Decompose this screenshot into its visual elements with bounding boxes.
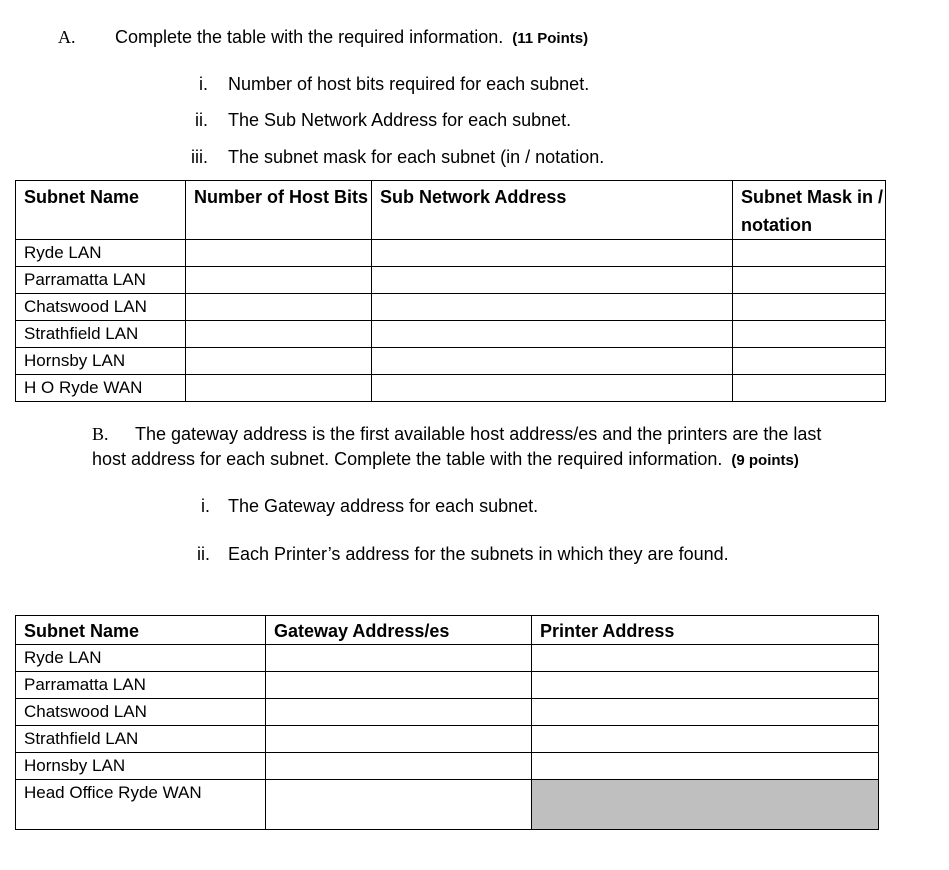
table-a-row-1-mask[interactable]	[733, 240, 886, 267]
section-a-item-3-text: The subnet mask for each subnet (in / notation.	[228, 147, 605, 167]
table-b-row-3-name: Chatswood LAN	[16, 699, 266, 726]
table-b-row-4-printer[interactable]	[532, 726, 879, 753]
table-a-row-5-host-bits[interactable]	[186, 348, 372, 375]
table-b-row-1-printer[interactable]	[532, 645, 879, 672]
table-a-header-host-bits: Number of Host Bits	[186, 181, 372, 240]
section-a-item-2-text: The Sub Network Address for each subnet.	[228, 110, 572, 130]
subnet-table-a	[15, 180, 886, 402]
section-b-line-2-text: host address for each subnet. Complete the table with the required information.	[92, 449, 723, 469]
table-row	[16, 753, 879, 780]
table-b-header-subnet-name: Subnet Name	[16, 616, 266, 645]
table-b-row-2-name: Parramatta LAN	[16, 672, 266, 699]
table-a-row-1-sub-network[interactable]	[372, 240, 733, 267]
table-b-row-5-name: Hornsby LAN	[16, 753, 266, 780]
table-b-row-3-gateway[interactable]	[266, 699, 532, 726]
table-a-row-2-host-bits[interactable]	[186, 267, 372, 294]
section-a-letter: A.	[58, 27, 76, 47]
table-a-row-5-mask[interactable]	[733, 348, 886, 375]
table-row	[16, 780, 879, 830]
table-a-row-2-name: Parramatta LAN	[16, 267, 186, 294]
table-row	[16, 240, 886, 267]
table-a-row-1-name: Ryde LAN	[16, 240, 186, 267]
table-a-row-6-sub-network[interactable]	[372, 375, 733, 402]
table-b-row-5-printer[interactable]	[532, 753, 879, 780]
table-row	[16, 348, 886, 375]
table-a-row-3-name: Chatswood LAN	[16, 294, 186, 321]
table-b-header-gateway: Gateway Address/es	[266, 616, 532, 645]
table-a-row-5-sub-network[interactable]	[372, 348, 733, 375]
table-a-header-subnet-mask: Subnet Mask in / notation	[733, 181, 886, 240]
table-a-row-4-name: Strathfield LAN	[16, 321, 186, 348]
table-a-row-6-host-bits[interactable]	[186, 375, 372, 402]
section-b-item-2-text: Each Printer’s address for the subnets in which they are found.	[228, 544, 729, 564]
table-a-row-1-host-bits[interactable]	[186, 240, 372, 267]
table-a-header-sub-network-address: Sub Network Address	[372, 181, 733, 240]
section-b-item-1-text: The Gateway address for each subnet.	[228, 496, 539, 516]
table-b-row-4-name: Strathfield LAN	[16, 726, 266, 753]
table-b-row-3-printer[interactable]	[532, 699, 879, 726]
table-b-row-1-gateway[interactable]	[266, 645, 532, 672]
table-row	[16, 726, 879, 753]
section-a-instruction-text: Complete the table with the required information.	[115, 27, 504, 47]
table-b-row-6-gateway[interactable]	[266, 780, 532, 830]
table-row	[16, 375, 886, 402]
table-b-row-1-name: Ryde LAN	[16, 645, 266, 672]
section-b-item-1-num: i.	[201, 496, 210, 516]
section-a-item-1-text: Number of host bits required for each subnet.	[228, 74, 590, 94]
table-row	[16, 645, 879, 672]
table-b-row-5-gateway[interactable]	[266, 753, 532, 780]
section-b-item-2-num: ii.	[197, 544, 210, 564]
table-a-row-6-mask[interactable]	[733, 375, 886, 402]
section-b-letter: B.	[92, 424, 109, 444]
table-row	[16, 267, 886, 294]
table-a-row-5-name: Hornsby LAN	[16, 348, 186, 375]
section-a-item-3-num: iii.	[191, 147, 208, 167]
section-a-item-1-num: i.	[199, 74, 208, 94]
table-a-header-subnet-name: Subnet Name	[16, 181, 186, 240]
table-b-row-2-printer[interactable]	[532, 672, 879, 699]
table-b-row-4-gateway[interactable]	[266, 726, 532, 753]
table-a-header-row	[16, 181, 886, 240]
table-b-row-2-gateway[interactable]	[266, 672, 532, 699]
table-row	[16, 672, 879, 699]
table-a-row-2-sub-network[interactable]	[372, 267, 733, 294]
section-b-line-1: The gateway address is the first available host address/es and the printers are the last	[135, 424, 822, 444]
section-b-points: (9 points)	[731, 452, 799, 469]
section-a-points: (11 Points)	[512, 30, 589, 47]
section-a-item-2-num: ii.	[195, 110, 208, 130]
table-row	[16, 699, 879, 726]
section-a-instruction	[115, 27, 588, 49]
table-b-row-6-name: Head Office Ryde WAN	[16, 780, 266, 830]
table-row	[16, 294, 886, 321]
table-a-row-3-host-bits[interactable]	[186, 294, 372, 321]
table-a-row-3-mask[interactable]	[733, 294, 886, 321]
table-a-row-3-sub-network[interactable]	[372, 294, 733, 321]
table-a-row-4-sub-network[interactable]	[372, 321, 733, 348]
gateway-printer-table	[15, 615, 879, 830]
table-b-row-6-printer-shaded	[532, 780, 879, 830]
table-row	[16, 321, 886, 348]
table-b-header-row	[16, 616, 879, 645]
table-b-header-printer: Printer Address	[532, 616, 879, 645]
table-a-row-2-mask[interactable]	[733, 267, 886, 294]
table-a-row-4-host-bits[interactable]	[186, 321, 372, 348]
table-a-row-6-name: H O Ryde WAN	[16, 375, 186, 402]
table-a-row-4-mask[interactable]	[733, 321, 886, 348]
section-b-line-2	[92, 449, 799, 471]
